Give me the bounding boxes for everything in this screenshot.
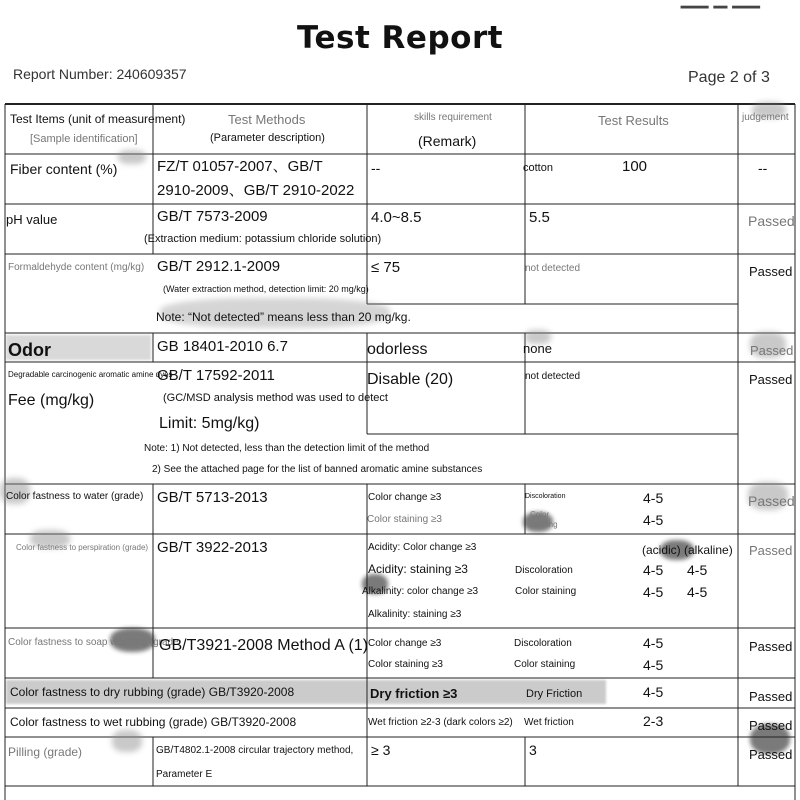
- soap-requirement-2: Color staining ≥3: [368, 659, 443, 670]
- wet-rubbing-item: Color fastness to wet rubbing (grade) GB/T3920-2008: [10, 715, 297, 729]
- perspiration-requirement-3: Alkalinity: color change ≥3: [362, 586, 479, 597]
- water-judgement: Passed: [748, 493, 795, 509]
- water-value-1: 4-5: [643, 490, 664, 506]
- formaldehyde-note: Note: “Not detected” means less than 20 mg/kg.: [156, 310, 411, 324]
- ph-requirement: 4.0~8.5: [371, 209, 422, 226]
- water-result-label-1: Discoloration: [525, 493, 566, 500]
- perspiration-requirement-2: Acidity: staining ≥3: [368, 562, 468, 576]
- perspiration-alkaline-1: 4-5: [687, 562, 708, 578]
- dry-rubbing-result-label: Dry Friction: [526, 688, 583, 700]
- perspiration-result-label-2: Color staining: [515, 586, 577, 597]
- soap-requirement-1: Color change ≥3: [368, 638, 442, 649]
- formaldehyde-judgement: Passed: [749, 264, 793, 279]
- perspiration-requirement-1: Acidity: Color change ≥3: [368, 542, 477, 553]
- perspiration-method: GB/T 3922-2013: [157, 539, 268, 556]
- dry-rubbing-requirement: Dry friction ≥3: [370, 686, 458, 701]
- fiber-judgement: --: [758, 160, 768, 176]
- odor-requirement: odorless: [367, 341, 428, 358]
- col-header-items-sub: [Sample identification]: [30, 133, 138, 145]
- perspiration-item: Color fastness to perspiration (grade): [16, 543, 149, 552]
- odor-item: Odor: [8, 340, 51, 360]
- col-header-results: Test Results: [598, 113, 669, 128]
- amine-method: GB/T 17592-2011: [157, 367, 275, 384]
- soap-method: GB/T3921-2008 Method A (1): [159, 637, 369, 654]
- col-header-requirement: skills requirement: [414, 112, 492, 123]
- amine-judgement: Passed: [749, 372, 793, 387]
- perspiration-result-label-1: Discoloration: [515, 565, 573, 576]
- col-header-items: Test Items (unit of measurement): [10, 112, 186, 126]
- odor-judgement: Passed: [750, 343, 794, 358]
- amine-requirement: Disable (20): [367, 371, 454, 388]
- perspiration-alkaline-2: 4-5: [687, 584, 708, 600]
- perspiration-judgement: Passed: [749, 543, 793, 558]
- fiber-result-value: 100: [622, 158, 648, 175]
- wet-rubbing-requirement: Wet friction ≥2-3 (dark colors ≥2): [368, 717, 513, 728]
- water-value-2: 4-5: [643, 512, 664, 528]
- scan-smudge: [112, 730, 142, 752]
- col-header-judgement: judgement: [742, 112, 789, 123]
- pilling-method-line2: Parameter E: [156, 769, 213, 780]
- ph-result: 5.5: [529, 209, 550, 226]
- pilling-item: Pilling (grade): [8, 745, 83, 759]
- dry-rubbing-judgement: Passed: [749, 689, 793, 704]
- soap-result-label-1: Discoloration: [514, 638, 572, 649]
- col-header-methods-sub: (Parameter description): [210, 132, 325, 144]
- col-header-requirement-sub: (Remark): [418, 133, 477, 149]
- fiber-method-line2: 2910-2009、GB/T 2910-2022: [157, 182, 355, 199]
- soap-result-label-2: Color staining: [514, 659, 576, 670]
- fiber-item: Fiber content (%): [10, 161, 118, 177]
- amine-note-1: Note: 1) Not detected, less than the detection limit of the method: [144, 443, 430, 454]
- wet-rubbing-result-label: Wet friction: [524, 717, 574, 728]
- wet-rubbing-value: 2-3: [643, 713, 664, 729]
- odor-method: GB 18401-2010 6.7: [157, 338, 288, 355]
- formaldehyde-result: not detected: [525, 263, 581, 274]
- soap-item: Color fastness to soap washing (grade: [8, 637, 179, 648]
- ph-judgement: Passed: [748, 213, 795, 229]
- formaldehyde-method-note: (Water extraction method, detection limit: 20 mg/kg): [163, 284, 369, 294]
- ph-method-note: (Extraction medium: potassium chloride solution): [144, 233, 382, 245]
- pilling-method-line1: GB/T4802.1-2008 circular trajectory method,: [156, 745, 354, 756]
- fiber-requirement: --: [371, 160, 381, 176]
- col-header-methods: Test Methods: [228, 112, 306, 127]
- perspiration-acid-1: 4-5: [643, 562, 664, 578]
- soap-value-1: 4-5: [643, 635, 664, 651]
- dry-rubbing-value: 4-5: [643, 684, 664, 700]
- water-method: GB/T 5713-2013: [157, 489, 268, 506]
- water-result-label-2: Color staining: [530, 510, 558, 530]
- amine-item-line2: Fee (mg/kg): [8, 392, 95, 409]
- amine-method-note: (GC/MSD analysis method was used to detect: [163, 392, 388, 404]
- perspiration-acid-2: 4-5: [643, 584, 664, 600]
- amine-result: not detected: [525, 371, 581, 382]
- formaldehyde-method: GB/T 2912.1-2009: [157, 258, 281, 275]
- report-number: Report Number: 240609357: [13, 66, 187, 82]
- amine-note-2: 2) See the attached page for the list of banned aromatic amine substances: [152, 464, 483, 475]
- pilling-result: 3: [529, 742, 537, 758]
- wet-rubbing-judgement: Passed: [749, 718, 793, 733]
- odor-result: none: [523, 341, 552, 356]
- scan-smudge: [118, 150, 146, 164]
- ph-item: pH value: [6, 212, 58, 227]
- ph-method: GB/T 7573-2009: [157, 208, 268, 225]
- perspiration-result-header: (acidic) (alkaline): [642, 543, 733, 557]
- dry-rubbing-item: Color fastness to dry rubbing (grade) GB/T3920-2008: [10, 685, 295, 699]
- pilling-requirement: ≥ 3: [371, 742, 391, 758]
- amine-limit: Limit: 5mg/kg): [159, 415, 260, 432]
- water-requirement-2: Color staining ≥3: [367, 514, 442, 525]
- fiber-method-line1: FZ/T 01057-2007、GB/T: [157, 158, 323, 175]
- water-requirement-1: Color change ≥3: [368, 492, 442, 503]
- perspiration-requirement-4: Alkalinity: staining ≥3: [368, 609, 462, 620]
- fiber-result-label: cotton: [523, 162, 553, 174]
- page-indicator: Page 2 of 3: [688, 69, 770, 86]
- formaldehyde-requirement: ≤ 75: [371, 259, 401, 276]
- pilling-judgement: Passed: [749, 747, 793, 762]
- formaldehyde-item: Formaldehyde content (mg/kg): [8, 262, 145, 273]
- page-title: Test Report: [296, 20, 504, 56]
- soap-value-2: 4-5: [643, 657, 664, 673]
- soap-judgement: Passed: [749, 639, 793, 654]
- water-item: Color fastness to water (grade): [6, 491, 144, 502]
- amine-item-line1: Degradable carcinogenic aromatic amine dyes: [8, 370, 173, 379]
